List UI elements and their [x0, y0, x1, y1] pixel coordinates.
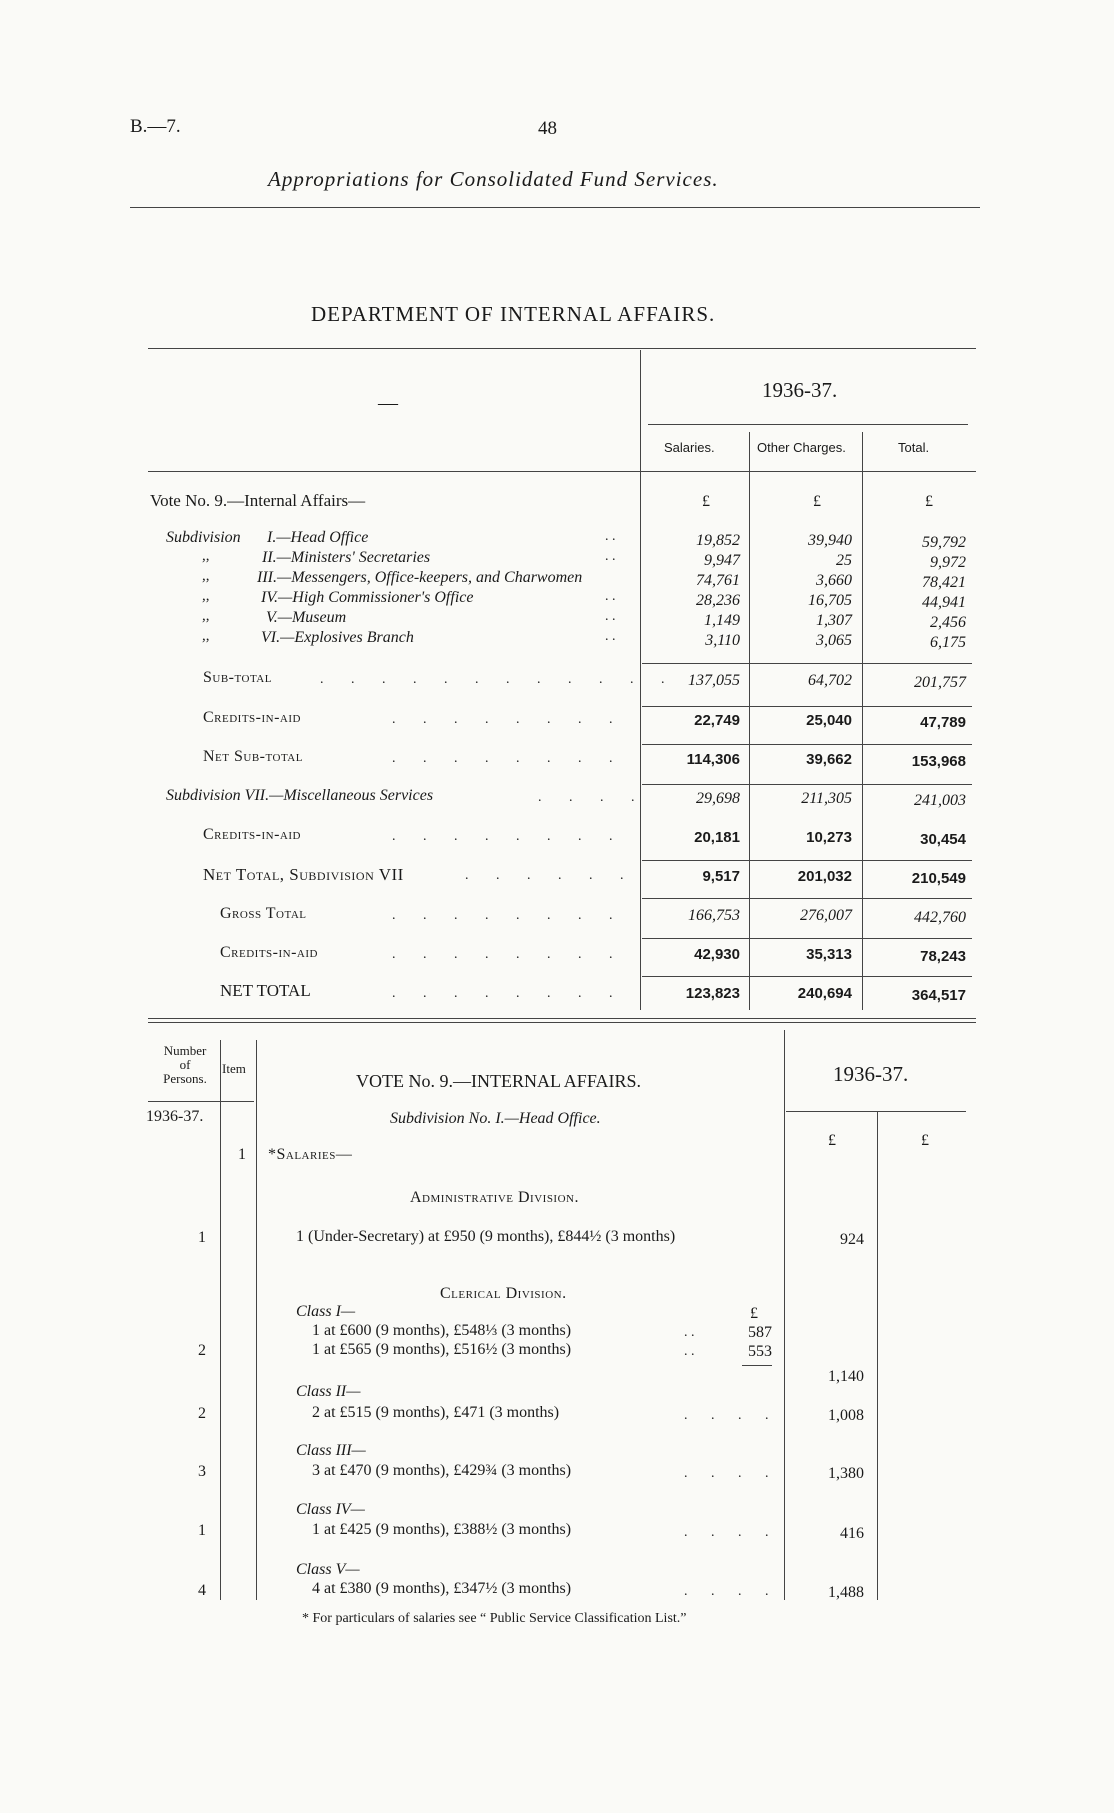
ditto-mark: ,, — [202, 548, 210, 564]
class-amount: 1,380 — [828, 1465, 864, 1482]
credits-in-aid-label: Credits-in-aid — [203, 709, 301, 726]
leader-dots: . . . . . . . . — [392, 829, 614, 844]
leader-dots: . . . . . . . . — [392, 751, 614, 766]
class-line: 1 at £425 (9 months), £388½ (3 months) — [312, 1521, 572, 1538]
ditto-mark: ,, — [202, 628, 210, 644]
currency-col-2: £ — [921, 1132, 929, 1149]
total-total: 241,003 — [914, 792, 966, 809]
page-number: 48 — [538, 118, 557, 139]
subdivision-salaries: 1,149 — [704, 612, 740, 629]
detail-year: 1936-37. — [833, 1062, 909, 1086]
total-salaries: 9,517 — [702, 868, 740, 885]
class-persons: 2 — [198, 1342, 206, 1359]
sub-currency: £ — [750, 1305, 758, 1322]
total-total: 442,760 — [914, 909, 966, 926]
salaries-label: *Salaries— — [268, 1146, 353, 1163]
subdivision-word: Subdivision — [166, 529, 241, 546]
net-subtotal-label: Net Sub-total — [203, 748, 303, 765]
footnote: * For particulars of salaries see “ Public Service Classification List.” — [302, 1611, 687, 1626]
vote-label: Vote No. 9.—Internal Affairs— — [150, 491, 366, 510]
subdivision-salaries: 3,110 — [705, 632, 740, 649]
class-amount: 1,140 — [828, 1368, 864, 1385]
credits-in-aid-label: Credits-in-aid — [203, 826, 301, 843]
subdivision-name: VI.—Explosives Branch — [261, 629, 414, 646]
subdivision-name: III.—Messengers, Office-keepers, and Charwomen — [257, 569, 583, 586]
total-other: 39,662 — [806, 751, 852, 768]
leader-dots: . . . . — [684, 1525, 769, 1540]
subdivision-other: 16,705 — [808, 592, 852, 609]
subdivision-salaries: 9,947 — [704, 552, 740, 569]
total-total: 153,968 — [911, 753, 966, 770]
subdivision-name: I.—Head Office — [267, 529, 369, 546]
total-other: 240,694 — [797, 985, 852, 1002]
class-name: Class V— — [296, 1561, 360, 1578]
total-salaries: 29,698 — [696, 790, 740, 807]
class-name: Class III— — [296, 1442, 366, 1459]
header-rule — [130, 207, 980, 208]
subdivision-total: 9,972 — [930, 554, 966, 571]
subdivision-name: II.—Ministers' Secretaries — [262, 549, 431, 566]
class-amount: 1,008 — [828, 1407, 864, 1424]
leader-dots: . . — [605, 549, 616, 564]
leader-dots: . . . . — [684, 1466, 769, 1481]
leader-dots: . . . . — [684, 1408, 769, 1423]
class-amount: 1,488 — [828, 1584, 864, 1601]
leader-dots: . . — [684, 1325, 695, 1340]
ditto-mark: ,, — [202, 588, 210, 604]
total-salaries: 114,306 — [686, 751, 740, 768]
leader-dots: . . — [605, 609, 616, 624]
currency-salaries: £ — [702, 493, 710, 510]
clerical-division: Clerical Division. — [440, 1285, 567, 1302]
currency-total: £ — [925, 493, 933, 510]
class-persons: 3 — [198, 1463, 206, 1480]
total-total: 364,517 — [911, 987, 966, 1004]
leader-dots: . . . . . . . . — [392, 947, 614, 962]
subdivision-name: IV.—High Commissioner's Office — [261, 589, 474, 606]
class-amount: 416 — [840, 1525, 864, 1542]
gross-total-label: Gross Total — [220, 905, 307, 922]
class-line: 1 at £565 (9 months), £516½ (3 months) — [312, 1341, 572, 1358]
page-ref: B.—7. — [130, 116, 181, 137]
leader-dots: . . — [684, 1344, 695, 1359]
admin-amount: 924 — [840, 1231, 864, 1248]
ditto-mark: ,, — [202, 568, 210, 584]
total-salaries: 123,823 — [685, 985, 740, 1002]
class-line: 3 at £470 (9 months), £429¾ (3 months) — [312, 1462, 572, 1479]
total-other: 35,313 — [806, 946, 852, 963]
subdivision-other: 25 — [836, 552, 852, 569]
leader-dots: . . . . — [684, 1584, 769, 1599]
number-of-persons-header: Number of Persons. — [163, 1043, 207, 1086]
vote-title: VOTE No. 9.—INTERNAL AFFAIRS. — [356, 1071, 642, 1091]
total-other: 25,040 — [806, 712, 852, 729]
subdivision-salaries: 28,236 — [696, 592, 740, 609]
class-line: 1 at £600 (9 months), £548⅓ (3 months) — [312, 1322, 572, 1339]
net-total-label: NET TOTAL — [220, 981, 311, 1000]
class-persons: 4 — [198, 1582, 206, 1599]
total-total: 78,243 — [920, 948, 966, 965]
class-name: Class IV— — [296, 1501, 365, 1518]
col-total-header: Total. — [898, 440, 930, 455]
persons-year: 1936-37. — [146, 1108, 204, 1125]
summary-year: 1936-37. — [762, 378, 838, 402]
running-title: Appropriations for Consolidated Fund Services. — [268, 167, 719, 191]
total-other: 10,273 — [806, 829, 852, 846]
total-total: 201,757 — [914, 674, 966, 691]
total-total: 30,454 — [920, 831, 966, 848]
total-other: 64,702 — [808, 672, 852, 689]
total-other: 276,007 — [800, 907, 852, 924]
class-line: 2 at £515 (9 months), £471 (3 months) — [312, 1404, 560, 1421]
subdivision-total: 44,941 — [922, 594, 966, 611]
subdivision-salaries: 19,852 — [696, 532, 740, 549]
subdivision-total: 2,456 — [930, 614, 966, 631]
leader-dots: . . . . — [538, 790, 636, 805]
class-line: 4 at £380 (9 months), £347½ (3 months) — [312, 1580, 572, 1597]
total-other: 201,032 — [797, 868, 852, 885]
total-total: 47,789 — [920, 714, 966, 731]
header-dash: — — [378, 392, 398, 414]
credits-in-aid-label: Credits-in-aid — [220, 944, 318, 961]
department-title: DEPARTMENT OF INTERNAL AFFAIRS. — [311, 302, 716, 326]
subdivision-vii-label: Subdivision VII.—Miscellaneous Services — [166, 787, 434, 804]
subdivision-total: 78,421 — [922, 574, 966, 591]
class-sub-amount: 587 — [748, 1324, 772, 1341]
col-other-header: Other Charges. — [757, 440, 846, 455]
class-sub-amount: 553 — [748, 1343, 772, 1360]
subdivision-total: 59,792 — [922, 534, 966, 551]
total-other: 211,305 — [801, 790, 852, 807]
leader-dots: . . . . . . . . — [392, 986, 614, 1001]
item-header: Item — [222, 1061, 246, 1076]
subdivision-salaries: 74,761 — [696, 572, 740, 589]
admin-line: 1 (Under-Secretary) at £950 (9 months), £844½ (3 months) — [296, 1228, 676, 1245]
subdivision-name: V.—Museum — [266, 609, 347, 626]
total-salaries: 42,930 — [694, 946, 740, 963]
leader-dots: . . . . . . . . — [392, 908, 614, 923]
leader-dots: . . — [605, 589, 616, 604]
class-name: Class II— — [296, 1383, 361, 1400]
net-total-vii-label: Net Total, Subdivision VII — [203, 865, 404, 884]
col-salaries-header: Salaries. — [664, 440, 715, 455]
leader-dots: . . . . . . — [465, 868, 625, 883]
class-persons: 2 — [198, 1405, 206, 1422]
class-name: Class I— — [296, 1303, 356, 1320]
subtotal-label: Sub-total — [203, 669, 272, 686]
subdivision-total: 6,175 — [930, 634, 966, 651]
total-salaries: 137,055 — [688, 672, 740, 689]
subdivision-other: 3,660 — [816, 572, 852, 589]
administrative-division: Administrative Division. — [410, 1189, 579, 1206]
item-number: 1 — [238, 1146, 246, 1163]
total-salaries: 22,749 — [694, 712, 740, 729]
leader-dots: . . — [605, 529, 616, 544]
total-salaries: 20,181 — [694, 829, 740, 846]
subdivision-other: 39,940 — [808, 532, 852, 549]
class-persons: 1 — [198, 1522, 206, 1539]
total-salaries: 166,753 — [688, 907, 740, 924]
ditto-mark: ,, — [202, 608, 210, 624]
subdivision-other: 1,307 — [816, 612, 852, 629]
subdivision-other: 3,065 — [816, 632, 852, 649]
currency-other: £ — [813, 493, 821, 510]
admin-persons: 1 — [198, 1229, 206, 1246]
total-total: 210,549 — [911, 870, 966, 887]
leader-dots: . . . . . . . . — [392, 712, 614, 727]
subdivision-title: Subdivision No. I.—Head Office. — [390, 1110, 601, 1127]
leader-dots: . . . . . . . . . . . . — [320, 672, 666, 687]
currency-col-1: £ — [828, 1132, 836, 1149]
leader-dots: . . — [605, 629, 616, 644]
